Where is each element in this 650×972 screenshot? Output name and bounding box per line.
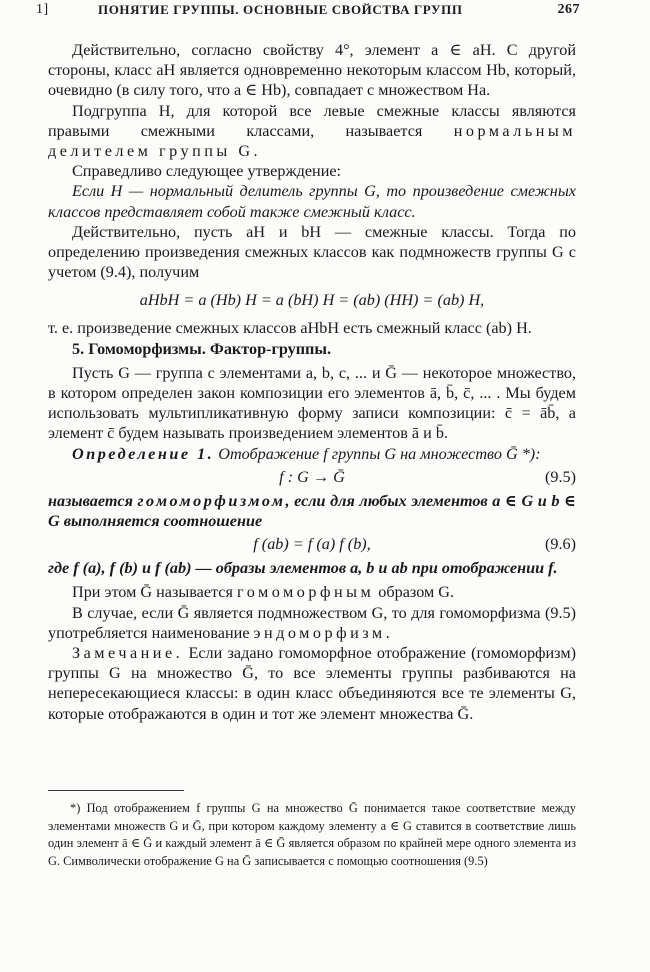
equation-text: f : G → Ḡ — [279, 467, 345, 486]
chapter-marker: 1] — [36, 2, 49, 17]
remark-text: Если задано гомоморфное отображение (гомоморфизм) группы G на множество Ḡ, то все элементы группы разбиваются на непересекающиеся классы: в один класс объединяются все те элементы G, которые отображаются в один и тот же элемент множества Ḡ. — [48, 644, 576, 723]
paragraph-conclusion: т. е. произведение смежных классов aHbH есть смежный класс (ab) H. — [48, 319, 532, 338]
term-homomorphism: гомоморфизмом — [137, 491, 286, 510]
definition-label: Определение 1. — [72, 444, 215, 463]
paragraph-remark — [48, 643, 576, 724]
footnote-rule — [48, 790, 184, 791]
term-normal-divisor: нормальным делителем группы G — [48, 121, 576, 161]
running-header — [36, 2, 580, 24]
paragraph-homomorphism-setup: Пусть G — группа с элементами a, b, c, ... и Ḡ — некоторое множество, в котором определен закон композиции его элементов ā, b̄, c̄, ... . Мы будем использовать мультипликативную форму записи композиции: c̄ = āb̄, а элемент c̄ будем называть произведением элементов ā и b̄. — [48, 363, 576, 443]
running-title: ПОНЯТИЕ ГРУППЫ. ОСНОВНЫЕ СВОЙСТВА ГРУПП — [98, 2, 463, 17]
section-heading: 5. Гомоморфизмы. Фактор-группы. — [72, 339, 332, 358]
paragraph-proof: Действительно, пусть aH и bH — смежные классы. Тогда по определению произведения смежных классов как подмножеств группы G с учетом (9.4), получим — [48, 222, 576, 282]
page-body — [48, 40, 576, 724]
text-run: Подгруппа H, для которой все левые смежные классы являются правыми смежными классами, называется — [48, 101, 576, 140]
definition-text: Отображение f группы G на множество Ḡ *): — [214, 444, 541, 463]
equation-9-5 — [48, 464, 576, 491]
equation-number: (9.6) — [544, 535, 576, 554]
paragraph-endomorphism — [48, 603, 576, 643]
definition-1 — [48, 444, 576, 464]
text-run: В случае, если Ḡ является подмножеством G, то для гомоморфизма (9.5) употребляется наименование — [48, 603, 576, 642]
text-run: называется — [48, 491, 138, 510]
footnote — [48, 800, 576, 870]
equation-text: f (ab) = f (a) f (b), — [253, 535, 371, 554]
paragraph-statement-intro: Справедливо следующее утверждение: — [72, 162, 342, 181]
theorem-statement: Если H — нормальный делитель группы G, то произведение смежных классов представляет собой также смежный класс. — [48, 182, 576, 221]
remark-label: Замечание. — [72, 644, 184, 663]
equation-number: (9.5) — [544, 467, 576, 486]
paragraph-property-4: Действительно, согласно свойству 4°, элемент a ∈ aH. С другой стороны, класс aH является одновременно некоторым классом Hb, который, очевидно (в силу того, что a ∈ Hb), совпадает с множеством Ha. — [48, 41, 576, 100]
definition-1-images: где f (a), f (b) и f (ab) — образы элементов a, b и ab при отображении f. — [48, 559, 558, 578]
text-run: образом G. — [374, 583, 455, 602]
equation-coset-product — [48, 282, 576, 318]
paragraph-normal-divisor-definition — [48, 101, 576, 162]
text-run: , если для любых элементов a ∈ G и b ∈ G выполняется соотношение — [48, 491, 576, 531]
paragraph-homomorphic-image — [48, 582, 576, 602]
page-number: 267 — [557, 2, 580, 17]
equation-text: aHbH = a (Hb) H = a (bH) H = (ab) (HH) = (ab) H, — [139, 291, 485, 310]
footnote-text: *) Под отображением f группы G на множество Ḡ понимается такое соответствие между элементами множеств G и Ḡ, при котором каждому элементу a ∈ G ставится в соответствие лишь один элемент ā ∈ Ḡ и каждый элемент ā ∈ Ḡ является образом по крайней мере одного элемента из G. Символически отображение G на Ḡ записывается с помощью соотношения (9.5) — [48, 801, 576, 868]
text-run: . — [253, 142, 258, 161]
text-run: При этом Ḡ называется — [72, 583, 237, 602]
text-run: . — [385, 623, 390, 642]
definition-1-continued — [48, 491, 576, 531]
term-homomorphic: гомоморфным — [236, 583, 375, 602]
equation-9-6 — [48, 531, 576, 558]
term-endomorphism: эндоморфизм — [253, 623, 386, 642]
